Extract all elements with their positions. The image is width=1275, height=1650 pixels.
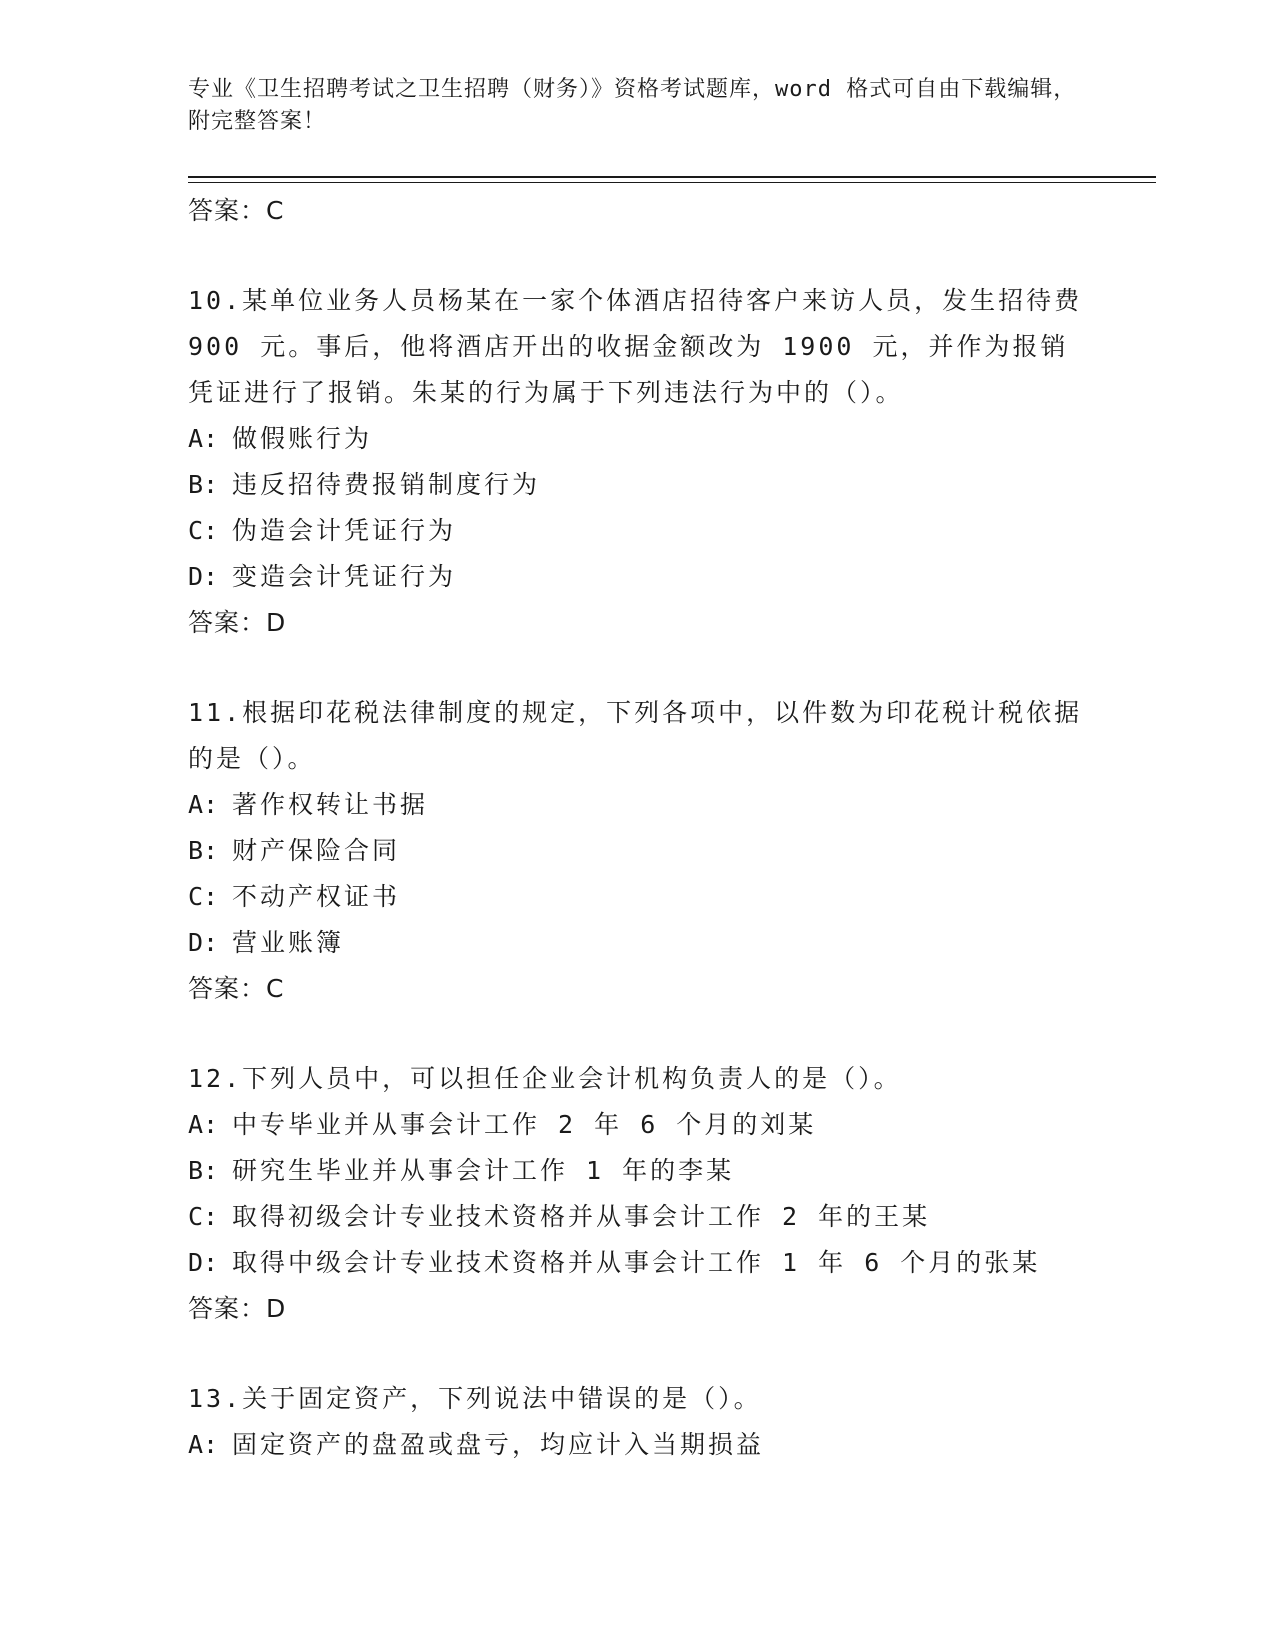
option-text: 伪造会计凭证行为 (232, 516, 457, 545)
option-a (188, 1102, 1088, 1148)
option-a (188, 1422, 1088, 1468)
option-a (188, 782, 1088, 828)
option-letter: D: (188, 1248, 219, 1277)
answer-line: 答案：D (188, 608, 287, 637)
question-stem: 12.下列人员中，可以担任企业会计机构负责人的是（）。 (188, 1064, 902, 1093)
option-letter: C: (188, 1202, 219, 1231)
question-list (188, 188, 1088, 1468)
option-text: 取得中级会计专业技术资格并从事会计工作 1 年 6 个月的张某 (232, 1248, 1041, 1277)
option-letter: A: (188, 1110, 219, 1139)
option-a (188, 416, 1088, 462)
option-d (188, 920, 1088, 966)
option-text: 做假账行为 (232, 424, 373, 453)
option-c (188, 508, 1088, 554)
option-letter: C: (188, 882, 219, 911)
option-text: 固定资产的盘盈或盘亏，均应计入当期损益 (232, 1430, 765, 1459)
option-letter: A: (188, 424, 219, 453)
option-text: 营业账簿 (232, 928, 345, 957)
option-letter: D: (188, 562, 219, 591)
option-text: 变造会计凭证行为 (232, 562, 457, 591)
option-c (188, 874, 1088, 920)
question-stem: 10.某单位业务人员杨某在一家个体酒店招待客户来访人员，发生招待费 900 元。事后，他将酒店开出的收据金额改为 1900 元，并作为报销凭证进行了报销。朱某的行为属于下列违法行为中的（）。 (188, 286, 1083, 407)
option-d (188, 1240, 1088, 1286)
question-stem: 13.关于固定资产，下列说法中错误的是（）。 (188, 1384, 762, 1413)
option-text: 财产保险合同 (232, 836, 401, 865)
option-b (188, 462, 1088, 508)
option-letter: C: (188, 516, 219, 545)
option-b (188, 828, 1088, 874)
option-c (188, 1194, 1088, 1240)
document-header: 专业《卫生招聘考试之卫生招聘（财务）》资格考试题库，word 格式可自由下载编辑，附完整答案！ (188, 77, 1077, 134)
answer-line: 答案：C (188, 974, 285, 1003)
option-letter: A: (188, 790, 219, 819)
option-letter: B: (188, 1156, 219, 1185)
option-d (188, 554, 1088, 600)
option-b (188, 1148, 1088, 1194)
option-text: 中专毕业并从事会计工作 2 年 6 个月的刘某 (232, 1110, 817, 1139)
question-stem: 11.根据印花税法律制度的规定，下列各项中，以件数为印花税计税依据的是（）。 (188, 698, 1083, 773)
answer-line: 答案：C (188, 196, 285, 225)
option-letter: D: (188, 928, 219, 957)
option-text: 研究生毕业并从事会计工作 1 年的李某 (232, 1156, 735, 1185)
answer-line: 答案：D (188, 1294, 287, 1323)
header-divider-thick (188, 176, 1156, 178)
header-divider-thin (188, 182, 1156, 183)
option-text: 取得初级会计专业技术资格并从事会计工作 2 年的王某 (232, 1202, 931, 1231)
option-text: 违反招待费报销制度行为 (232, 470, 541, 499)
option-text: 著作权转让书据 (232, 790, 429, 819)
option-letter: A: (188, 1430, 219, 1459)
option-text: 不动产权证书 (232, 882, 401, 911)
option-letter: B: (188, 470, 219, 499)
option-letter: B: (188, 836, 219, 865)
